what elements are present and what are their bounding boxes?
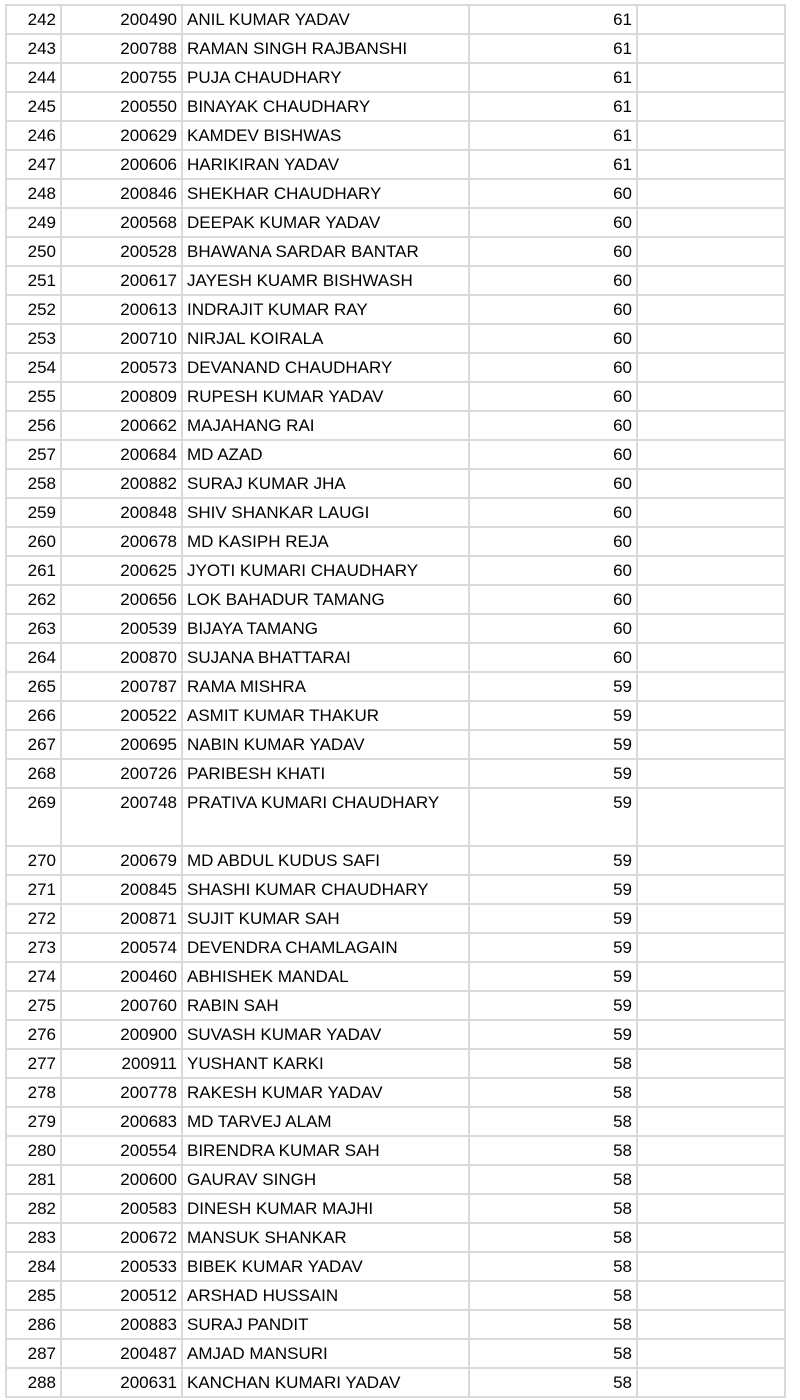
student-id-cell: 200662 (62, 412, 183, 441)
student-name-cell: GAURAV SINGH (183, 1166, 470, 1195)
serial-number-cell: 247 (5, 151, 62, 180)
serial-number-cell: 282 (5, 1195, 62, 1224)
student-name-cell: BIRENDRA KUMAR SAH (183, 1137, 470, 1166)
serial-number-cell: 274 (5, 963, 62, 992)
student-name-cell: RUPESH KUMAR YADAV (183, 383, 470, 412)
empty-cell (638, 1166, 786, 1195)
marks-cell: 58 (470, 1311, 638, 1340)
serial-number-cell: 242 (5, 4, 62, 35)
student-name-cell: KAMDEV BISHWAS (183, 122, 470, 151)
serial-number-cell: 273 (5, 934, 62, 963)
serial-number-cell: 250 (5, 238, 62, 267)
table-row (5, 905, 786, 934)
student-id-cell: 200533 (62, 1253, 183, 1282)
table-row (5, 586, 786, 615)
table-row (5, 876, 786, 905)
student-name-cell: ANIL KUMAR YADAV (183, 4, 470, 35)
marks-cell: 59 (470, 963, 638, 992)
student-name-cell: LOK BAHADUR TAMANG (183, 586, 470, 615)
table-row (5, 1108, 786, 1137)
student-id-cell: 200568 (62, 209, 183, 238)
serial-number-cell: 244 (5, 64, 62, 93)
serial-number-cell: 277 (5, 1050, 62, 1079)
student-name-cell: RABIN SAH (183, 992, 470, 1021)
empty-cell (638, 528, 786, 557)
marks-cell: 59 (470, 876, 638, 905)
table-row (5, 528, 786, 557)
serial-number-cell: 280 (5, 1137, 62, 1166)
table-row (5, 644, 786, 673)
marks-cell: 60 (470, 296, 638, 325)
student-name-cell: JAYESH KUAMR BISHWASH (183, 267, 470, 296)
student-id-cell: 200573 (62, 354, 183, 383)
empty-cell (638, 760, 786, 789)
empty-cell (638, 1195, 786, 1224)
results-table-body (5, 4, 786, 1398)
student-name-cell: NABIN KUMAR YADAV (183, 731, 470, 760)
empty-cell (638, 1253, 786, 1282)
empty-cell (638, 325, 786, 354)
empty-cell (638, 296, 786, 325)
serial-number-cell: 275 (5, 992, 62, 1021)
marks-cell: 60 (470, 644, 638, 673)
empty-cell (638, 615, 786, 644)
table-row (5, 789, 786, 847)
table-row (5, 1340, 786, 1369)
empty-cell (638, 1369, 786, 1398)
marks-cell: 58 (470, 1195, 638, 1224)
student-id-cell: 200778 (62, 1079, 183, 1108)
empty-cell (638, 151, 786, 180)
empty-cell (638, 702, 786, 731)
empty-cell (638, 586, 786, 615)
student-name-cell: DEEPAK KUMAR YADAV (183, 209, 470, 238)
empty-cell (638, 731, 786, 760)
serial-number-cell: 259 (5, 499, 62, 528)
table-row (5, 1282, 786, 1311)
marks-cell: 58 (470, 1137, 638, 1166)
empty-cell (638, 470, 786, 499)
student-id-cell: 200550 (62, 93, 183, 122)
empty-cell (638, 64, 786, 93)
serial-number-cell: 252 (5, 296, 62, 325)
marks-cell: 60 (470, 615, 638, 644)
student-id-cell: 200631 (62, 1369, 183, 1398)
marks-cell: 59 (470, 673, 638, 702)
marks-cell: 58 (470, 1079, 638, 1108)
serial-number-cell: 254 (5, 354, 62, 383)
table-row (5, 1311, 786, 1340)
serial-number-cell: 279 (5, 1108, 62, 1137)
student-id-cell: 200871 (62, 905, 183, 934)
table-row (5, 151, 786, 180)
student-name-cell: BHAWANA SARDAR BANTAR (183, 238, 470, 267)
serial-number-cell: 253 (5, 325, 62, 354)
table-row (5, 441, 786, 470)
empty-cell (638, 1050, 786, 1079)
empty-cell (638, 934, 786, 963)
student-id-cell: 200522 (62, 702, 183, 731)
student-id-cell: 200490 (62, 4, 183, 35)
marks-cell: 60 (470, 412, 638, 441)
empty-cell (638, 4, 786, 35)
marks-cell: 60 (470, 180, 638, 209)
student-name-cell: RAKESH KUMAR YADAV (183, 1079, 470, 1108)
marks-cell: 58 (470, 1369, 638, 1398)
student-id-cell: 200900 (62, 1021, 183, 1050)
student-id-cell: 200760 (62, 992, 183, 1021)
table-row (5, 1166, 786, 1195)
student-id-cell: 200629 (62, 122, 183, 151)
table-row (5, 1195, 786, 1224)
table-row (5, 1137, 786, 1166)
empty-cell (638, 557, 786, 586)
table-row (5, 64, 786, 93)
empty-cell (638, 876, 786, 905)
empty-cell (638, 383, 786, 412)
student-name-cell: BIBEK KUMAR YADAV (183, 1253, 470, 1282)
table-row (5, 296, 786, 325)
serial-number-cell: 287 (5, 1340, 62, 1369)
serial-number-cell: 246 (5, 122, 62, 151)
serial-number-cell: 281 (5, 1166, 62, 1195)
empty-cell (638, 789, 786, 847)
student-id-cell: 200683 (62, 1108, 183, 1137)
serial-number-cell: 265 (5, 673, 62, 702)
student-name-cell: BINAYAK CHAUDHARY (183, 93, 470, 122)
marks-cell: 61 (470, 4, 638, 35)
empty-cell (638, 267, 786, 296)
student-name-cell: SURAJ PANDIT (183, 1311, 470, 1340)
empty-cell (638, 238, 786, 267)
student-name-cell: ARSHAD HUSSAIN (183, 1282, 470, 1311)
table-row (5, 557, 786, 586)
marks-cell: 60 (470, 441, 638, 470)
empty-cell (638, 209, 786, 238)
empty-cell (638, 412, 786, 441)
table-row (5, 615, 786, 644)
serial-number-cell: 249 (5, 209, 62, 238)
empty-cell (638, 963, 786, 992)
marks-cell: 58 (470, 1166, 638, 1195)
marks-cell: 60 (470, 354, 638, 383)
student-name-cell: MD ABDUL KUDUS SAFI (183, 847, 470, 876)
student-name-cell: SHASHI KUMAR CHAUDHARY (183, 876, 470, 905)
serial-number-cell: 248 (5, 180, 62, 209)
student-id-cell: 200848 (62, 499, 183, 528)
empty-cell (638, 180, 786, 209)
serial-number-cell: 286 (5, 1311, 62, 1340)
serial-number-cell: 255 (5, 383, 62, 412)
student-id-cell: 200678 (62, 528, 183, 557)
serial-number-cell: 262 (5, 586, 62, 615)
serial-number-cell: 260 (5, 528, 62, 557)
student-name-cell: MD TARVEJ ALAM (183, 1108, 470, 1137)
empty-cell (638, 35, 786, 64)
table-row (5, 209, 786, 238)
student-name-cell: BIJAYA TAMANG (183, 615, 470, 644)
table-row (5, 180, 786, 209)
marks-cell: 59 (470, 992, 638, 1021)
serial-number-cell: 268 (5, 760, 62, 789)
table-row (5, 934, 786, 963)
serial-number-cell: 283 (5, 1224, 62, 1253)
table-row (5, 731, 786, 760)
marks-cell: 59 (470, 702, 638, 731)
marks-cell: 60 (470, 470, 638, 499)
student-id-cell: 200809 (62, 383, 183, 412)
student-id-cell: 200574 (62, 934, 183, 963)
marks-cell: 58 (470, 1282, 638, 1311)
table-row (5, 4, 786, 35)
serial-number-cell: 245 (5, 93, 62, 122)
empty-cell (638, 644, 786, 673)
student-name-cell: KANCHAN KUMARI YADAV (183, 1369, 470, 1398)
table-row (5, 1079, 786, 1108)
marks-cell: 59 (470, 1021, 638, 1050)
marks-cell: 58 (470, 1253, 638, 1282)
student-id-cell: 200672 (62, 1224, 183, 1253)
marks-cell: 61 (470, 151, 638, 180)
serial-number-cell: 278 (5, 1079, 62, 1108)
results-table (5, 4, 786, 1398)
student-id-cell: 200679 (62, 847, 183, 876)
student-name-cell: INDRAJIT KUMAR RAY (183, 296, 470, 325)
student-id-cell: 200755 (62, 64, 183, 93)
empty-cell (638, 673, 786, 702)
table-row (5, 238, 786, 267)
empty-cell (638, 905, 786, 934)
table-row (5, 122, 786, 151)
student-name-cell: DEVANAND CHAUDHARY (183, 354, 470, 383)
student-id-cell: 200487 (62, 1340, 183, 1369)
serial-number-cell: 284 (5, 1253, 62, 1282)
student-id-cell: 200625 (62, 557, 183, 586)
serial-number-cell: 243 (5, 35, 62, 64)
serial-number-cell: 271 (5, 876, 62, 905)
table-row (5, 470, 786, 499)
student-id-cell: 200788 (62, 35, 183, 64)
marks-cell: 60 (470, 267, 638, 296)
serial-number-cell: 256 (5, 412, 62, 441)
student-name-cell: RAMA MISHRA (183, 673, 470, 702)
student-id-cell: 200748 (62, 789, 183, 847)
serial-number-cell: 270 (5, 847, 62, 876)
student-name-cell: YUSHANT KARKI (183, 1050, 470, 1079)
serial-number-cell: 269 (5, 789, 62, 847)
serial-number-cell: 276 (5, 1021, 62, 1050)
student-name-cell: SHEKHAR CHAUDHARY (183, 180, 470, 209)
serial-number-cell: 288 (5, 1369, 62, 1398)
student-name-cell: SUJANA BHATTARAI (183, 644, 470, 673)
empty-cell (638, 1340, 786, 1369)
marks-cell: 58 (470, 1224, 638, 1253)
student-name-cell: NIRJAL KOIRALA (183, 325, 470, 354)
student-id-cell: 200583 (62, 1195, 183, 1224)
student-id-cell: 200613 (62, 296, 183, 325)
empty-cell (638, 122, 786, 151)
student-id-cell: 200911 (62, 1050, 183, 1079)
empty-cell (638, 354, 786, 383)
empty-cell (638, 1311, 786, 1340)
empty-cell (638, 1282, 786, 1311)
marks-cell: 59 (470, 731, 638, 760)
student-name-cell: JYOTI KUMARI CHAUDHARY (183, 557, 470, 586)
table-row (5, 325, 786, 354)
serial-number-cell: 251 (5, 267, 62, 296)
student-id-cell: 200539 (62, 615, 183, 644)
marks-cell: 58 (470, 1050, 638, 1079)
student-name-cell: ABHISHEK MANDAL (183, 963, 470, 992)
student-id-cell: 200710 (62, 325, 183, 354)
marks-cell: 60 (470, 586, 638, 615)
table-row (5, 499, 786, 528)
marks-cell: 59 (470, 905, 638, 934)
table-row (5, 412, 786, 441)
empty-cell (638, 1108, 786, 1137)
student-id-cell: 200882 (62, 470, 183, 499)
marks-cell: 60 (470, 557, 638, 586)
student-name-cell: PRATIVA KUMARI CHAUDHARY (183, 789, 470, 847)
student-id-cell: 200787 (62, 673, 183, 702)
serial-number-cell: 257 (5, 441, 62, 470)
table-row (5, 267, 786, 296)
empty-cell (638, 1224, 786, 1253)
serial-number-cell: 267 (5, 731, 62, 760)
student-name-cell: ASMIT KUMAR THAKUR (183, 702, 470, 731)
student-id-cell: 200554 (62, 1137, 183, 1166)
empty-cell (638, 441, 786, 470)
table-row (5, 93, 786, 122)
student-name-cell: SHIV SHANKAR LAUGI (183, 499, 470, 528)
student-name-cell: HARIKIRAN YADAV (183, 151, 470, 180)
student-id-cell: 200460 (62, 963, 183, 992)
empty-cell (638, 1079, 786, 1108)
empty-cell (638, 93, 786, 122)
marks-cell: 59 (470, 934, 638, 963)
student-name-cell: MD AZAD (183, 441, 470, 470)
student-name-cell: AMJAD MANSURI (183, 1340, 470, 1369)
student-id-cell: 200617 (62, 267, 183, 296)
serial-number-cell: 263 (5, 615, 62, 644)
marks-cell: 58 (470, 1108, 638, 1137)
table-row (5, 383, 786, 412)
student-id-cell: 200684 (62, 441, 183, 470)
marks-cell: 61 (470, 122, 638, 151)
marks-cell: 59 (470, 847, 638, 876)
table-row (5, 1253, 786, 1282)
table-row (5, 1224, 786, 1253)
student-name-cell: PUJA CHAUDHARY (183, 64, 470, 93)
marks-cell: 60 (470, 209, 638, 238)
table-row (5, 1021, 786, 1050)
empty-cell (638, 992, 786, 1021)
serial-number-cell: 261 (5, 557, 62, 586)
table-row (5, 673, 786, 702)
student-name-cell: DEVENDRA CHAMLAGAIN (183, 934, 470, 963)
student-name-cell: PARIBESH KHATI (183, 760, 470, 789)
serial-number-cell: 264 (5, 644, 62, 673)
student-name-cell: MD KASIPH REJA (183, 528, 470, 557)
table-row (5, 992, 786, 1021)
student-id-cell: 200845 (62, 876, 183, 905)
student-name-cell: SURAJ KUMAR JHA (183, 470, 470, 499)
marks-cell: 60 (470, 238, 638, 267)
student-name-cell: DINESH KUMAR MAJHI (183, 1195, 470, 1224)
student-id-cell: 200726 (62, 760, 183, 789)
student-id-cell: 200512 (62, 1282, 183, 1311)
empty-cell (638, 1021, 786, 1050)
marks-cell: 59 (470, 760, 638, 789)
serial-number-cell: 272 (5, 905, 62, 934)
student-id-cell: 200695 (62, 731, 183, 760)
marks-cell: 59 (470, 789, 638, 847)
marks-cell: 60 (470, 325, 638, 354)
table-row (5, 354, 786, 383)
student-id-cell: 200656 (62, 586, 183, 615)
serial-number-cell: 266 (5, 702, 62, 731)
marks-cell: 60 (470, 383, 638, 412)
table-row (5, 35, 786, 64)
student-name-cell: SUJIT KUMAR SAH (183, 905, 470, 934)
student-name-cell: SUVASH KUMAR YADAV (183, 1021, 470, 1050)
table-row (5, 1369, 786, 1398)
table-row (5, 1050, 786, 1079)
marks-cell: 58 (470, 1340, 638, 1369)
empty-cell (638, 847, 786, 876)
marks-cell: 60 (470, 528, 638, 557)
empty-cell (638, 499, 786, 528)
table-row (5, 963, 786, 992)
marks-cell: 61 (470, 64, 638, 93)
serial-number-cell: 285 (5, 1282, 62, 1311)
student-id-cell: 200528 (62, 238, 183, 267)
student-id-cell: 200606 (62, 151, 183, 180)
table-row (5, 702, 786, 731)
student-id-cell: 200846 (62, 180, 183, 209)
student-id-cell: 200870 (62, 644, 183, 673)
marks-cell: 60 (470, 499, 638, 528)
student-name-cell: MANSUK SHANKAR (183, 1224, 470, 1253)
table-row (5, 847, 786, 876)
marks-cell: 61 (470, 93, 638, 122)
table-row (5, 760, 786, 789)
empty-cell (638, 1137, 786, 1166)
student-id-cell: 200600 (62, 1166, 183, 1195)
serial-number-cell: 258 (5, 470, 62, 499)
student-id-cell: 200883 (62, 1311, 183, 1340)
student-name-cell: RAMAN SINGH RAJBANSHI (183, 35, 470, 64)
student-name-cell: MAJAHANG RAI (183, 412, 470, 441)
marks-cell: 61 (470, 35, 638, 64)
